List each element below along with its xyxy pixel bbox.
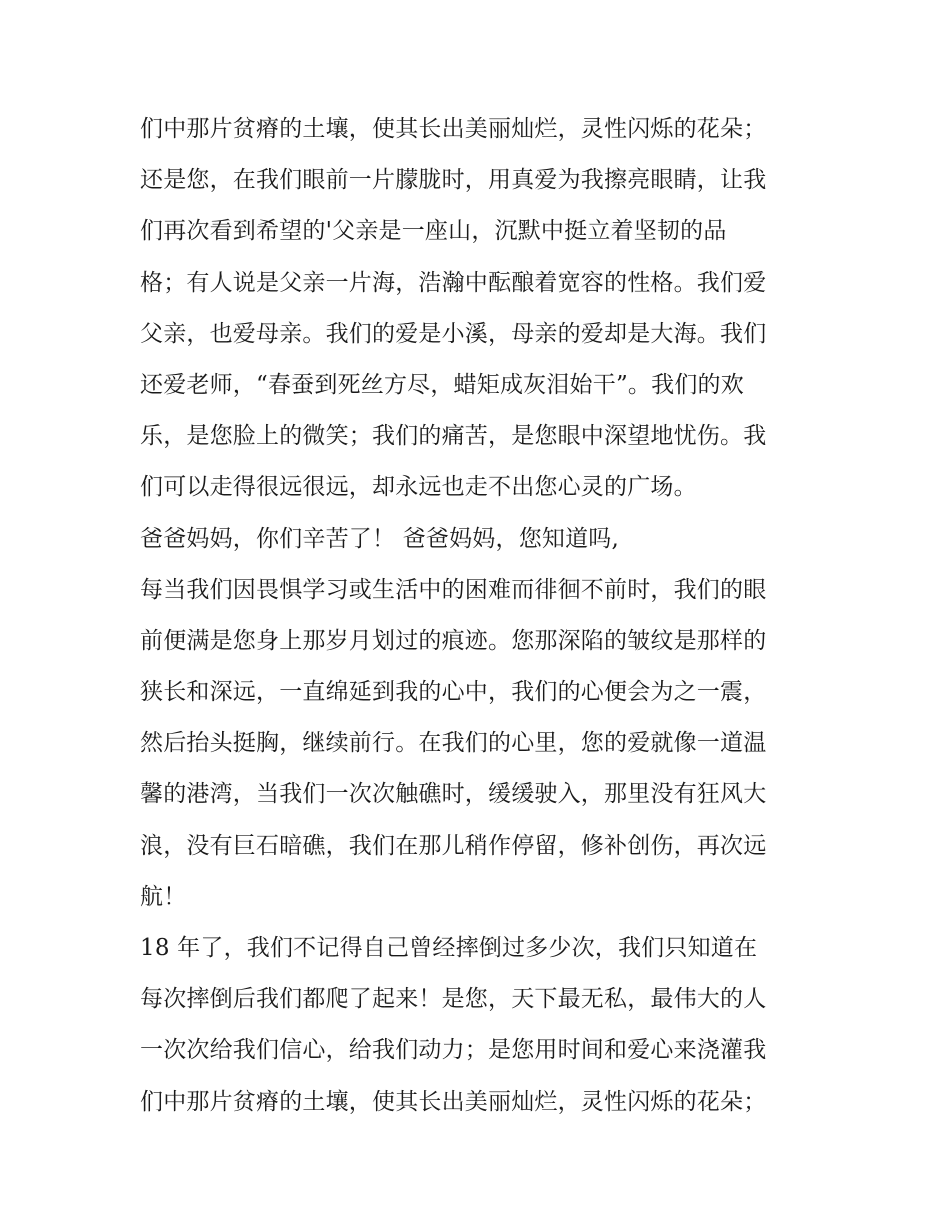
text-line: 然后抬头挺胸，继续前行。在我们的心里，您的爱就像一道温 (140, 730, 767, 757)
text-line: 每次摔倒后我们都爬了起来！是您，天下最无私，最伟大的人 (140, 986, 767, 1013)
text-line: 爸爸妈妈，你们辛苦了！ 爸爸妈妈，您知道吗, (140, 525, 620, 552)
text-line: 们中那片贫瘠的土壤，使其长出美丽灿烂，灵性闪烁的花朵； (140, 116, 767, 142)
text-line: 还是您，在我们眼前一片朦胧时，用真爱为我擦亮眼睛，让我 (140, 167, 767, 194)
text-line: 航！ (140, 883, 187, 910)
text-line: 馨的港湾，当我们一次次触礁时，缓缓驶入，那里没有狂风大 (140, 781, 767, 808)
text-line: 还爱老师，“春蚕到死丝方尽，蜡矩成灰泪始干”。我们的欢 (140, 371, 744, 398)
text-line: 格；有人说是父亲一片海，浩瀚中酝酿着宽容的性格。我们爱 (140, 269, 767, 296)
text-line: 们可以走得很远很远，却永远也走不出您心灵的广场。 (140, 474, 697, 501)
text-line: 18 年了，我们不记得自己曾经摔倒过多少次，我们只知道在 (140, 935, 758, 961)
text-line: 浪，没有巨石暗礁，我们在那儿稍作停留，修补创伤，再次远 (140, 832, 767, 859)
text-line: 一次次给我们信心，给我们动力；是您用时间和爱心来浇灌我 (140, 1037, 767, 1064)
text-line: 们中那片贫瘠的土壤，使其长出美丽灿烂，灵性闪烁的花朵； (140, 1088, 767, 1115)
text-line: 狭长和深远，一直绵延到我的心中，我们的心便会为之一震， (140, 679, 767, 706)
text-line: 前便满是您身上那岁月划过的痕迹。您那深陷的皱纹是那样的 (140, 627, 767, 654)
body-text (140, 104, 820, 1128)
text-line: 乐，是您脸上的微笑；我们的痛苦，是您眼中深望地忧伤。我 (140, 423, 767, 450)
text-line: 们再次看到希望的'父亲是一座山，沉默中挺立着坚韧的品 (140, 218, 727, 245)
text-line: 父亲，也爱母亲。我们的爱是小溪，母亲的爱却是大海。我们 (140, 320, 767, 347)
text-line: 每当我们因畏惧学习或生活中的困难而徘徊不前时，我们的眼 (140, 576, 767, 603)
